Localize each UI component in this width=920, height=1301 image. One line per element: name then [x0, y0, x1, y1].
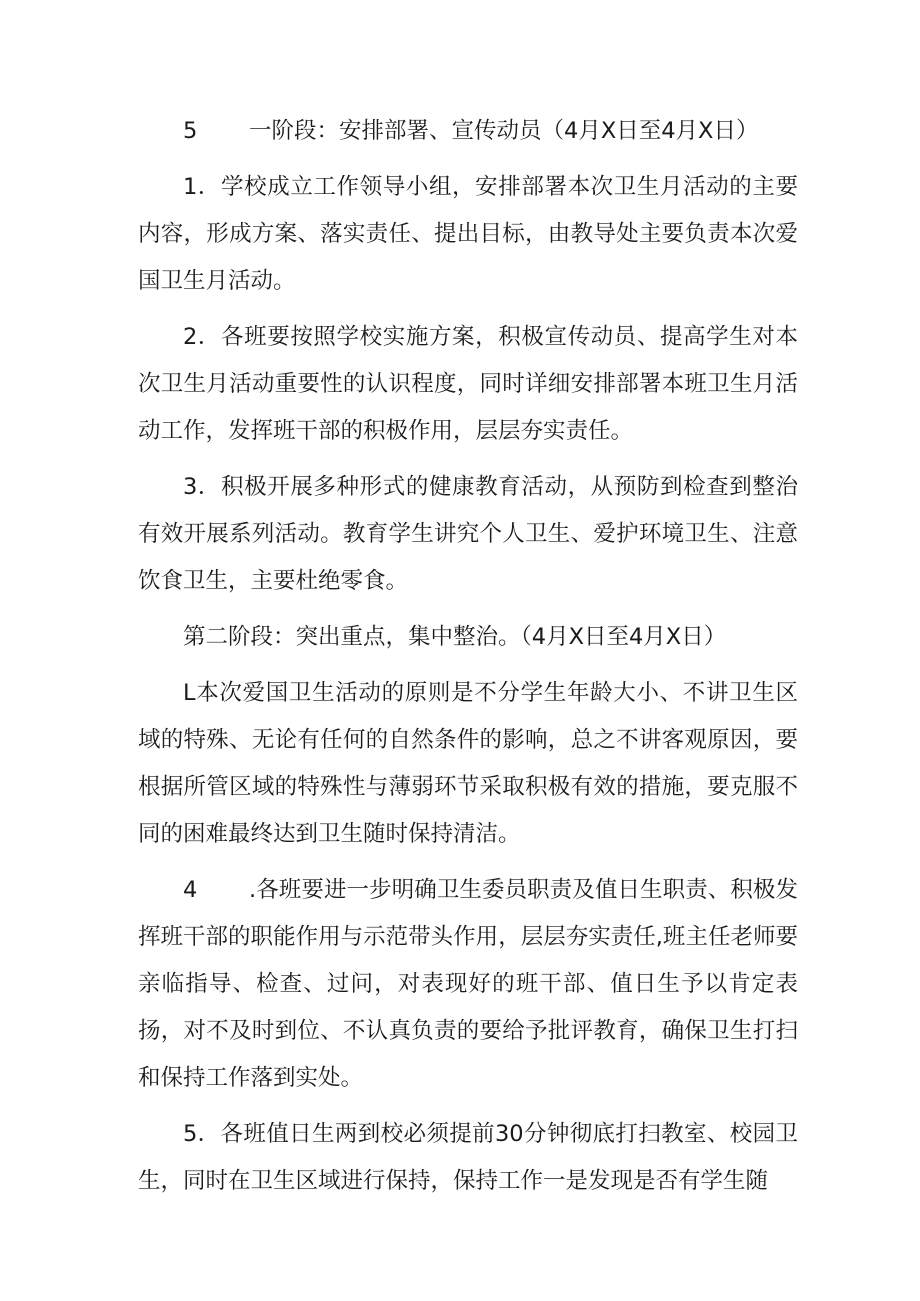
paragraph-item-1: [138, 164, 798, 305]
paragraph-number: 4: [183, 877, 198, 903]
paragraph-text: 第二阶段：突出重点，集中整治。（4月X日至4月X日）: [183, 624, 727, 650]
paragraph-text: .各班要进一步明确卫生委员职责及值日生职责、积极发挥班干部的职能作用与示范带头作用，层层夯实责任,班主任老师要亲临指导、检查、过问，对表现好的班干部、值日生予以肯定表扬，对不及时到位、不认真负责的要给予批评教育，确保卫生打扫和保持工作落到实处。: [138, 877, 798, 1091]
paragraph-text: 5．各班值日生两到校必须提前30分钟彻底打扫教室、校园卫生，同时在卫生区域进行保持，保持工作一是发现是否有学生随: [138, 1121, 798, 1194]
paragraph-item-4: [138, 867, 798, 1102]
paragraph-number: 5: [183, 118, 198, 144]
document-body: [138, 108, 798, 1214]
paragraph-text: L本次爱国卫生活动的原则是不分学生年龄大小、不讲卫生区域的特殊、无论有任何的自然条件的影响，总之不讲客观原因，要根据所管区域的特殊性与薄弱环节采取积极有效的措施，要克服不同的困难最终达到卫生随时保持清洁。: [138, 680, 798, 847]
paragraph-item-2: [138, 314, 798, 455]
paragraph-phase-one-heading: [138, 108, 798, 155]
paragraph-item-3: [138, 464, 798, 605]
paragraph-text: 1．学校成立工作领导小组，安排部署本次卫生月活动的主要内容，形成方案、落实责任、提出目标，由教导处主要负责本次爱国卫生月活动。: [138, 174, 798, 294]
paragraph-text: 2．各班要按照学校实施方案，积极宣传动员、提高学生对本次卫生月活动重要性的认识程度，同时详细安排部署本班卫生月活动工作，发挥班干部的积极作用，层层夯实责任。: [138, 324, 798, 444]
paragraph-item-L: [138, 670, 798, 858]
paragraph-text: 一阶段：安排部署、宣传动员（4月X日至4月X日）: [249, 118, 759, 144]
paragraph-phase-two-heading: [138, 614, 798, 661]
paragraph-item-5: [138, 1111, 798, 1205]
paragraph-text: 3．积极开展多种形式的健康教育活动，从预防到检查到整治有效开展系列活动。教育学生讲究个人卫生、爱护环境卫生、注意饮食卫生，主要杜绝零食。: [138, 474, 798, 594]
